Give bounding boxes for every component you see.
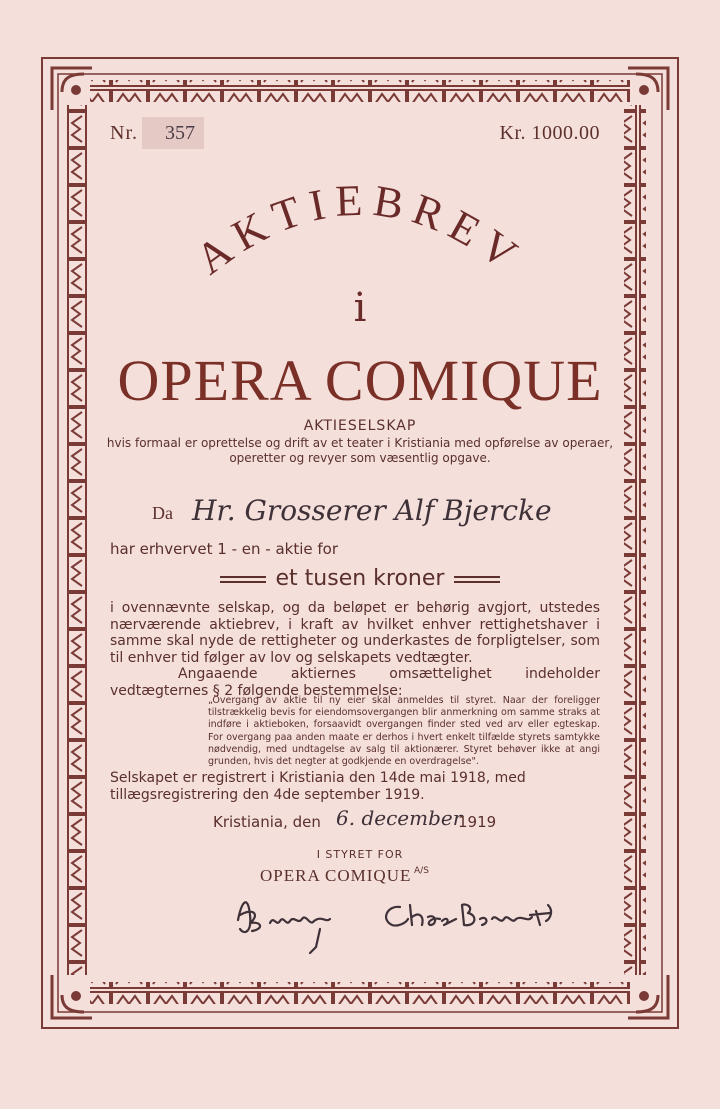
statute-quote: „Overgang av aktie til ny eier skal anmeldes til styret. Naar der foreligger tilstrækkelig bevis for eiendomsovergangen blir anmerkning om samme straks at indføre i aktieboken, forsaavidt overgangen finder sted ved arv eller egteskap. For overgang paa anden maate er derhos i hvert enkelt tilfælde styrets samtykke nødvendig, med undtagelse av salg til aktionærer. Styret behøver ikke at angi grunden, hvis det negter at godkjende en overdragelse". xyxy=(208,695,600,768)
amount-line xyxy=(0,566,720,591)
holder-name: Hr. Grosserer Alf Bjercke xyxy=(192,494,552,527)
nominal-value: Kr. 1000.00 xyxy=(499,122,600,144)
board-company: OPERA COMIQUE xyxy=(260,866,412,885)
signature-2 xyxy=(386,904,551,925)
certificate-heading: AKTIEBREV xyxy=(186,175,534,284)
acquired-text: har erhvervet 1 - en - aktie for xyxy=(110,540,339,558)
body-text xyxy=(110,600,600,699)
handwritten-date: 6. december xyxy=(336,806,463,830)
board-label: I STYRET FOR xyxy=(316,848,404,861)
date-year: 1919 xyxy=(458,813,497,831)
certificate-number: 357 xyxy=(165,122,195,144)
company-subtitle: AKTIESELSKAP xyxy=(303,418,417,434)
signature-1 xyxy=(238,902,330,953)
registration-text: Selskapet er registrert i Kristiania den 14de mai 1918, med tillægsregistrering den 4de september 1919. xyxy=(110,770,526,803)
amount-rule-right xyxy=(454,576,500,583)
place-label: Kristiania, den xyxy=(213,813,321,831)
svg-text:AKTIEBREV xyxy=(187,176,533,284)
company-purpose: hvis formaal er oprettelse og drift av et teater i Kristiania med opførelse av operaer, operetter og revyer som væsentlig opgave. xyxy=(106,436,614,465)
body-paragraph-2: Angaaende aktiernes omsættelighet indeholder vedtægternes § 2 følgende bestemmelse: xyxy=(110,666,600,699)
body-paragraph-1: i ovennævnte selskap, og da beløpet er behørig avgjort, utstedes nærværende aktiebrev, i kraft av hvilket enhver rettighetshaver i samme skal nyde de rettigheter og underkastes de forpligtelser, som til enhver tid følger av lov og selskapets vedtægter. xyxy=(110,600,600,666)
da-label: Da xyxy=(152,503,173,523)
heading-arc xyxy=(180,165,540,305)
nr-label: Nr. xyxy=(110,122,138,144)
amount-words: et tusen kroner xyxy=(275,566,445,591)
as-mark: A/S xyxy=(414,866,429,876)
signatures xyxy=(230,885,590,960)
heading-i: i xyxy=(353,285,367,331)
amount-rule-left xyxy=(220,576,266,583)
company-title: OPERA COMIQUE xyxy=(117,348,603,413)
